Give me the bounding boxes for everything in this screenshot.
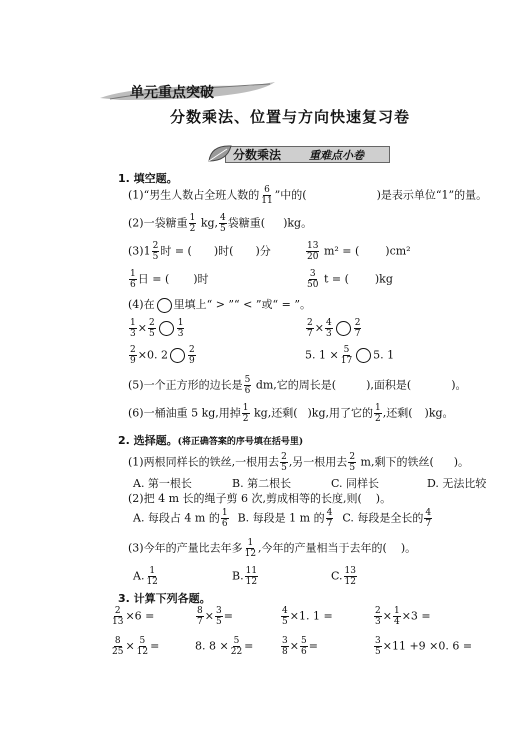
compare-circle-icon xyxy=(159,321,174,336)
q1-6: (6)一桶油重 5 kg,用掉 $\frac{1}{2}$ kg,还剩( )kg,用了它的 $\frac{1}{2}$ ,还剩( )kg。 xyxy=(128,403,454,424)
part2-heading-row xyxy=(118,432,303,448)
q1-4c: $\frac{2}{9}$ ×0. 2 $\frac{2}{9}$ xyxy=(130,345,195,366)
unit-banner xyxy=(100,80,275,102)
q2-2: (2)把 4 m 长的绳子剪 6 次,剪成相等的长度,则( )。 xyxy=(128,492,392,505)
compare-circle-icon xyxy=(157,298,172,313)
q1-3a: (3)1 $\frac{2}{5}$ 时 = ( )时( )分 xyxy=(128,241,271,262)
q1-5: (5)一个正方形的边长是 $\frac{5}{6}$ dm,它的周长是( ),面积是( )。 xyxy=(128,375,467,396)
calc-r1-3: $\frac{4}{5}$ ×1. 1 = xyxy=(282,606,333,627)
q1-4: (4)在 里填上“ > ”“ < ”或“ = ”。 xyxy=(128,298,311,311)
calc-r2-4: $\frac{3}{5}$ ×11 +9 ×0. 6 = xyxy=(375,636,473,657)
section-header xyxy=(205,143,390,163)
q2-3-opt-c: C. $\frac{13}{12}$ xyxy=(331,566,356,587)
calc-r1-1: $\frac{2}{13}$ ×6 = xyxy=(112,606,155,627)
q1-3b: $\frac{13}{20}$ m² = ( )cm² xyxy=(307,241,411,262)
compare-circle-icon xyxy=(336,321,351,336)
part2-note: (将正确答案的序号填在括号里) xyxy=(177,437,304,447)
q2-3-opt-a: A. $\frac{1}{12}$ xyxy=(133,566,158,587)
q1-4d: 5. 1 × $\frac{5}{17}$ 5. 1 xyxy=(305,345,395,366)
calc-r1-4: $\frac{2}{3}$ × $\frac{1}{4}$ ×3 = xyxy=(375,606,431,627)
section-subtitle: 重难点小卷 xyxy=(309,149,364,162)
q1-3c: $\frac{1}{6}$ 日 = ( )时 xyxy=(130,269,209,290)
q2-1-opt-a: A. 第一根长 xyxy=(133,477,192,490)
q2-3-opt-b: B. $\frac{11}{12}$ xyxy=(232,566,258,587)
banner-label: 单元重点突破 xyxy=(130,85,214,101)
calc-r2-3: $\frac{3}{8}$ × $\frac{5}{6}$ = xyxy=(282,636,318,657)
q1-4b: $\frac{2}{7}$ × $\frac{4}{3}$ $\frac{2}{7}$ xyxy=(307,318,361,339)
calc-r2-2: 8. 8 × $\frac{5}{22}$ = xyxy=(195,636,254,657)
q1-1: (1)“男生人数占全班人数的 $\frac{6}{11}$ ”中的( )是表示单位“1”的量。 xyxy=(128,185,488,206)
calc-r1-2: $\frac{8}{7}$ × $\frac{3}{5}$ = xyxy=(197,606,233,627)
calc-r2-1: $\frac{8}{25}$ × $\frac{5}{12}$ = xyxy=(112,636,160,657)
q2-1: (1)两根同样长的铁丝,一根用去 $\frac{2}{5}$ ,另一根用去 $\frac{2}{5}$ m,剩下的铁丝( )。 xyxy=(128,452,470,473)
q2-1-opt-c: C. 同样长 xyxy=(331,477,380,490)
leaf-icon xyxy=(205,143,235,165)
q1-4a: $\frac{1}{3}$ × $\frac{2}{5}$ $\frac{1}{3}$ xyxy=(130,318,184,339)
part2-heading: 2. 选择题。 xyxy=(118,434,178,447)
q2-1-opt-d: D. 无法比较 xyxy=(427,477,487,490)
part3-heading: 3. 计算下列各题。 xyxy=(118,592,211,605)
compare-circle-icon xyxy=(170,348,185,363)
q2-2-opts: A. 每段占 4 m 的 $\frac{1}{6}$ B. 每段是 1 m 的 $\frac{4}{7}$ C. 每段是全长的 $\frac{4}{7}$ xyxy=(133,508,432,529)
q1-2: (2)一袋糖重 $\frac{1}{2}$ kg, $\frac{4}{5}$ 袋糖重( )kg。 xyxy=(128,213,313,234)
compare-circle-icon xyxy=(356,348,371,363)
q1-3d: $\frac{3}{50}$ t = ( )kg xyxy=(307,269,393,290)
page-title: 分数乘法、位置与方向快速复习卷 xyxy=(170,108,411,126)
section-name: 分数乘法 xyxy=(233,148,282,162)
q2-3: (3)今年的产量比去年多 $\frac{1}{12}$ ,今年的产量相当于去年的( )。 xyxy=(128,538,417,559)
part1-heading: 1. 填空题。 xyxy=(118,172,178,185)
q2-1-opt-b: B. 第二根长 xyxy=(232,477,292,490)
